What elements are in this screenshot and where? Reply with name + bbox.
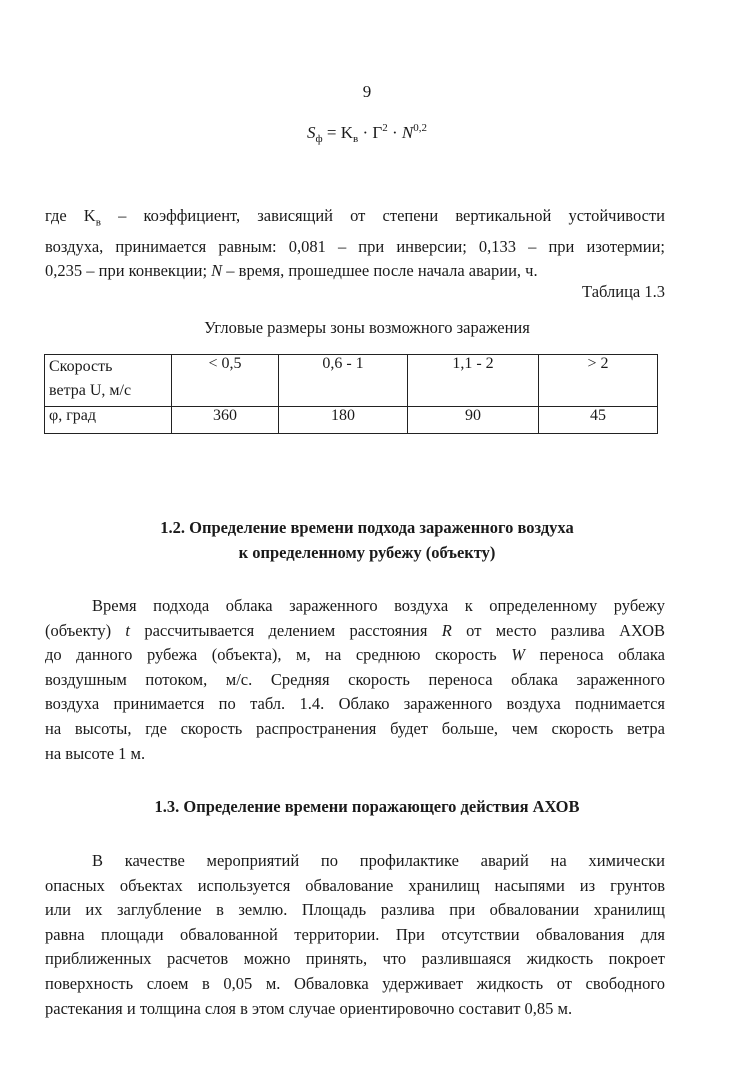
section-1-2-title xyxy=(0,515,734,565)
intro-line-3-b: – время, прошедшее после начала аварии, ч. xyxy=(222,261,538,281)
intro-line-1-b: – коэффициент, зависящий от степени вертикальной устойчивости xyxy=(100,206,665,225)
page-number: 9 xyxy=(362,82,372,101)
formula-s: S xyxy=(307,123,316,142)
s12-line-2-a: (объекту) xyxy=(45,620,126,640)
s13-line-1: В качестве мероприятий по профилактике аварий на химически xyxy=(92,851,665,870)
speed-cell-1: < 0,5 xyxy=(172,355,279,407)
table-header-line-1: Скорость xyxy=(49,358,113,375)
s12-var-t: t xyxy=(125,620,131,640)
s12-line-3 xyxy=(45,643,665,668)
area-formula: $S_ф = K_в \cdot Г^2 \cdot N^{0,2}$ xyxy=(307,122,427,145)
s12-line-2-b: рассчитывается делением расстояния xyxy=(130,620,442,640)
table-row-angle xyxy=(45,407,658,434)
s12-var-r: R xyxy=(441,620,452,640)
section-1-3-title: 1.3. Определение времени поражающего действия АХОВ xyxy=(154,797,580,816)
angle-label-cell: φ, град xyxy=(45,407,172,434)
section-1-3-paragraph xyxy=(45,849,665,1021)
intro-line-3-n: N xyxy=(211,261,223,281)
s13-line-3: или их заглубление в землю. Площадь разлива при обваловании хранилищ xyxy=(45,900,665,920)
s12-line-5: воздуха принимается по табл. 1.4. Облако зараженного воздуха поднимается xyxy=(45,694,665,714)
angle-cell-4: 45 xyxy=(539,407,658,434)
table-header-line-2: ветра U, м/с xyxy=(49,382,132,399)
s13-line-2: опасных объектах используется обвалование хранилищ насыпями из грунтов xyxy=(45,875,665,895)
speed-cell-2: 0,6 - 1 xyxy=(279,355,408,407)
s12-line-1: Время подхода облака зараженного воздуха к определенному рубежу xyxy=(92,596,665,615)
intro-line-1-a: где K xyxy=(45,206,96,225)
s13-line-5: приближенных расчетов можно принять, что разлившаяся жидкость покроет xyxy=(45,949,665,969)
angle-cell-3: 90 xyxy=(408,407,539,434)
intro-line-3-a: 0,235 – при конвекции; xyxy=(45,261,212,281)
s13-line-4: равна площади обвалованной территории. При отсутствии обвалования для xyxy=(45,924,665,944)
table-header-cell xyxy=(45,355,172,407)
formula-k-sub: в xyxy=(353,133,359,145)
s12-line-6: на высоты, где скорость распространения будет больше, чем скорость ветра xyxy=(45,718,665,738)
s12-line-7: на высоте 1 м. xyxy=(45,743,146,763)
table-caption: Таблица 1.3 xyxy=(582,282,665,301)
angle-cell-2: 180 xyxy=(279,407,408,434)
angle-cell-1: 360 xyxy=(172,407,279,434)
intro-line-2: воздуха, принимается равным: 0,081 – при инверсии; 0,133 – при изотермии; xyxy=(45,236,665,256)
formula-gamma-sup: 2 xyxy=(382,122,388,134)
s12-line-3-a: до данного рубежа (объекта), м, на среднюю скорость xyxy=(45,645,512,665)
speed-cell-3: 1,1 - 2 xyxy=(408,355,539,407)
angle-table xyxy=(44,354,658,434)
table-title: Угловые размеры зоны возможного заражения xyxy=(204,318,530,337)
s12-line-3-b: переноса облака xyxy=(524,645,665,665)
formula-n: N xyxy=(401,123,414,142)
formula-n-sup: 0,2 xyxy=(413,122,427,134)
section-1-2-paragraph xyxy=(45,594,665,766)
s12-line-2-c: от место разлива АХОВ xyxy=(451,620,665,640)
s12-var-w: W xyxy=(511,645,525,665)
section-1-2-title-line-1: 1.2. Определение времени подхода зараженного воздуха xyxy=(160,518,574,537)
intro-line-3 xyxy=(45,259,665,284)
formula-gamma: Г xyxy=(372,123,383,142)
intro-line-1-sub: в xyxy=(95,216,101,229)
speed-cell-4: > 2 xyxy=(539,355,658,407)
formula-s-sub: ф xyxy=(315,133,323,145)
s13-line-6: поверхность слоем в 0,05 м. Обваловка удерживает жидкость от свободного xyxy=(45,973,665,993)
intro-paragraph xyxy=(45,204,665,284)
table-row-speed xyxy=(45,355,658,407)
s12-line-2 xyxy=(45,619,665,644)
s13-line-7: растекания и толщина слоя в этом случае ориентировочно составит 0,85 м. xyxy=(45,998,573,1018)
s12-line-4: воздушным потоком, м/с. Средняя скорость переноса облака зараженного xyxy=(45,669,665,689)
formula-k: K xyxy=(340,123,354,142)
section-1-2-title-line-2: к определенному рубежу (объекту) xyxy=(238,543,496,562)
intro-line-1 xyxy=(45,204,665,235)
